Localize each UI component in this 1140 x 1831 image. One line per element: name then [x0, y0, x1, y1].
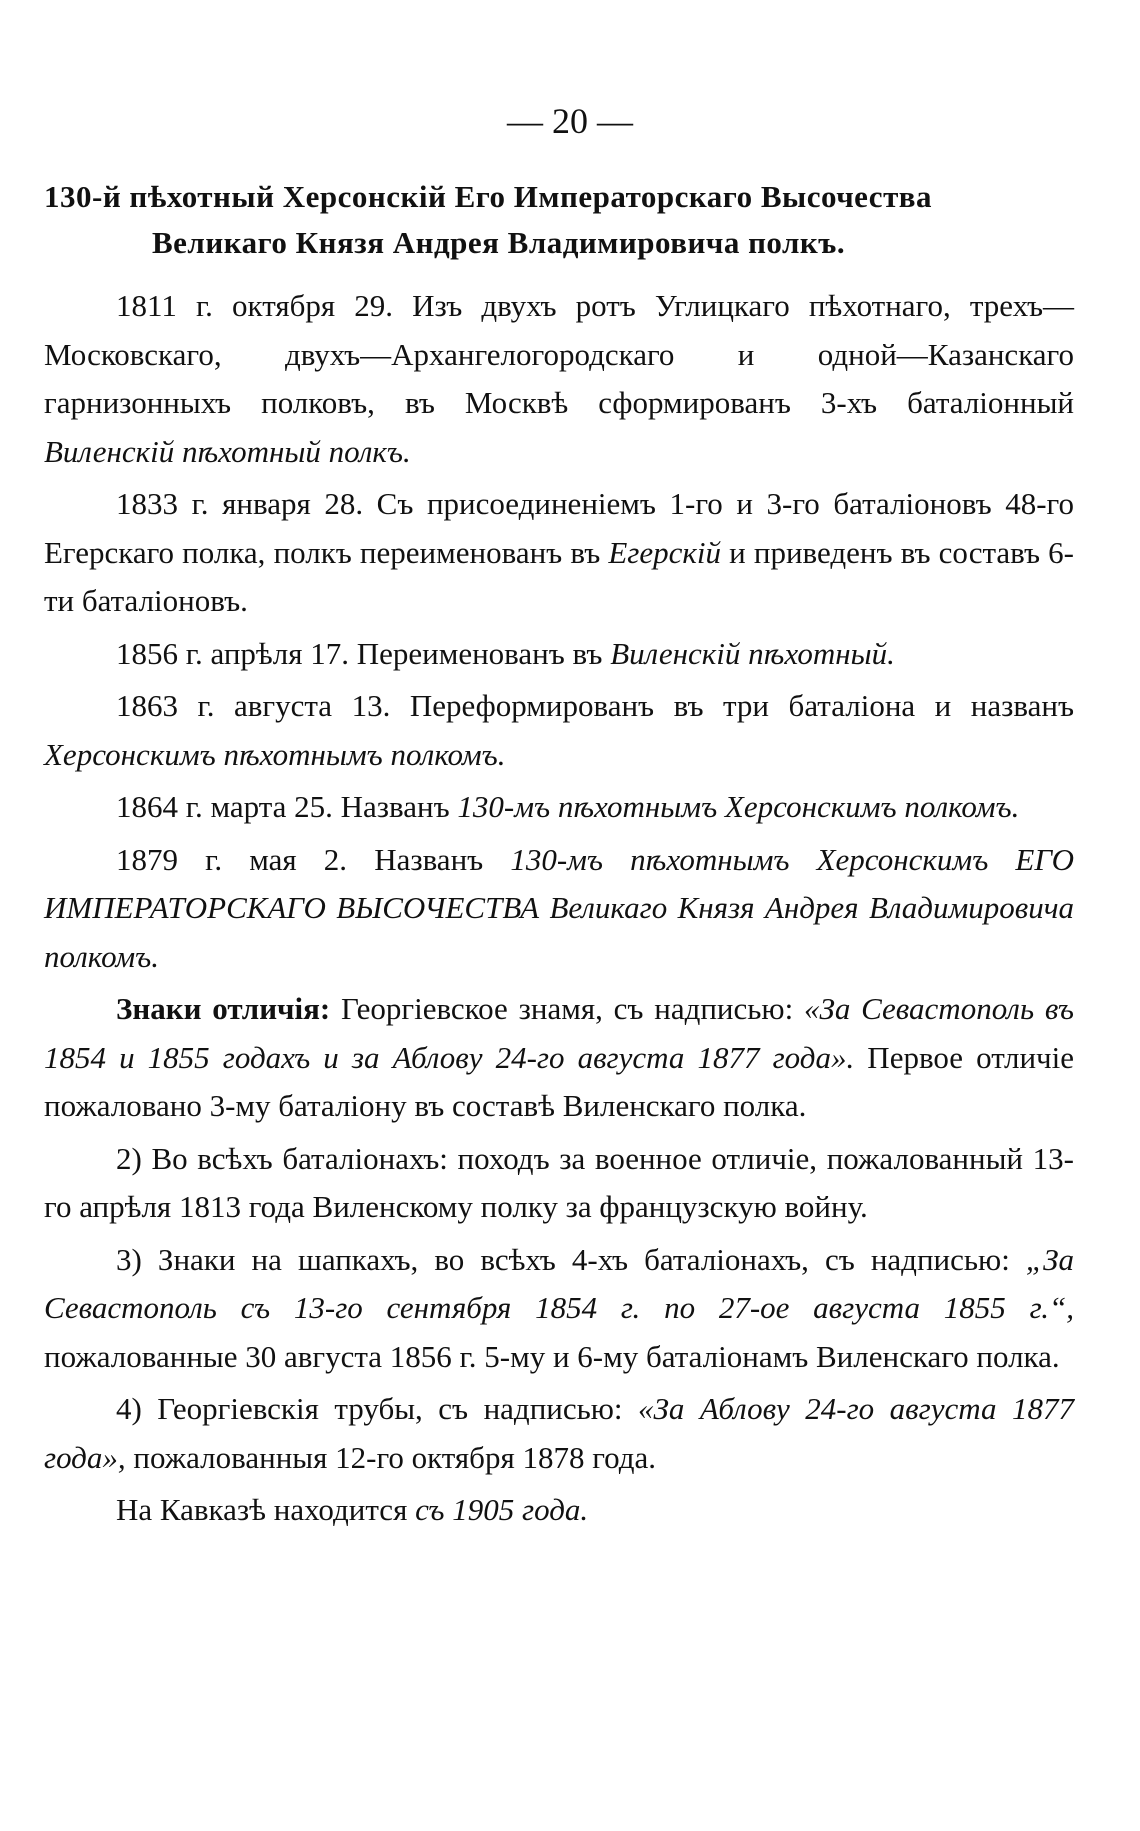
distinction-item-3: 3) Знаки на шапкахъ, во всѣхъ 4-хъ баталіонахъ, съ надписью: „За Севастополь съ 13-го сентября 1854 г. по 27-ое августа 1855 г.“, пожалованные 30 августа 1856 г. 5-му и 6-му баталіонамъ Виленскаго полка. [44, 1241, 1074, 1374]
document-body [44, 282, 1074, 1535]
distinction-item-4: 4) Георгіевскія трубы, съ надписью: «За Аблову 24-го августа 1877 года», пожалованныя 12-го октября 1878 года. [44, 1391, 1074, 1475]
distinctions-label: Знаки отличія: [116, 991, 331, 1026]
page-number: — 20 — [507, 101, 633, 141]
history-entry-1879: 1879 г. мая 2. Названъ 130-мъ пѣхотнымъ Херсонскимъ ЕГО ИМПЕРАТОРСКАГО ВЫСОЧЕСТВА Великаго Князя Андрея Владимировича полкомъ. [44, 841, 1074, 974]
history-entry-1833: 1833 г. января 28. Съ присоединеніемъ 1-го и 3-го баталіоновъ 48-го Егерскаго полка, полкъ переименованъ въ Егерскій и приведенъ въ составъ 6-ти баталіоновъ. [44, 486, 1074, 618]
history-entry-1864: 1864 г. марта 25. Названъ 130-мъ пѣхотнымъ Херсонскимъ полкомъ. [116, 789, 1020, 824]
history-entry-1811: 1811 г. октября 29. Изъ двухъ ротъ Углицкаго пѣхотнаго, трехъ—Московскаго, двухъ—Архангелогородскаго и одной—Казанскаго гарнизонныхъ полковъ, въ Москвѣ сформированъ 3-хъ баталіонный Виленскій пѣхотный полкъ. [44, 288, 1074, 469]
heading-line-1: 130-й пѣхотный Херсонскій Его Императорскаго Высочества [44, 179, 933, 214]
history-entry-1863: 1863 г. августа 13. Переформированъ въ три баталіона и названъ Херсонскимъ пѣхотнымъ полкомъ. [44, 688, 1074, 772]
heading-line-2: Великаго Князя Андрея Владимировича полкъ. [152, 225, 846, 260]
distinction-item-1: Знаки отличія: Георгіевское знамя, съ надписью: «За Севастополь въ 1854 и 1855 годахъ и за Аблову 24-го августа 1877 года». Первое отличіе пожаловано 3-му баталіону въ составѣ Виленскаго полка. [44, 991, 1074, 1123]
distinction-item-2: 2) Во всѣхъ баталіонахъ: походъ за военное отличіе, пожалованный 13-го апрѣля 1813 года Виленскому полку за французскую войну. [44, 1140, 1074, 1224]
regiment-heading [44, 174, 1074, 266]
closing-line: На Кавказѣ находится съ 1905 года. [116, 1492, 589, 1527]
history-entry-1856: 1856 г. апрѣля 17. Переименованъ въ Виленскій пѣхотный. [116, 635, 895, 671]
